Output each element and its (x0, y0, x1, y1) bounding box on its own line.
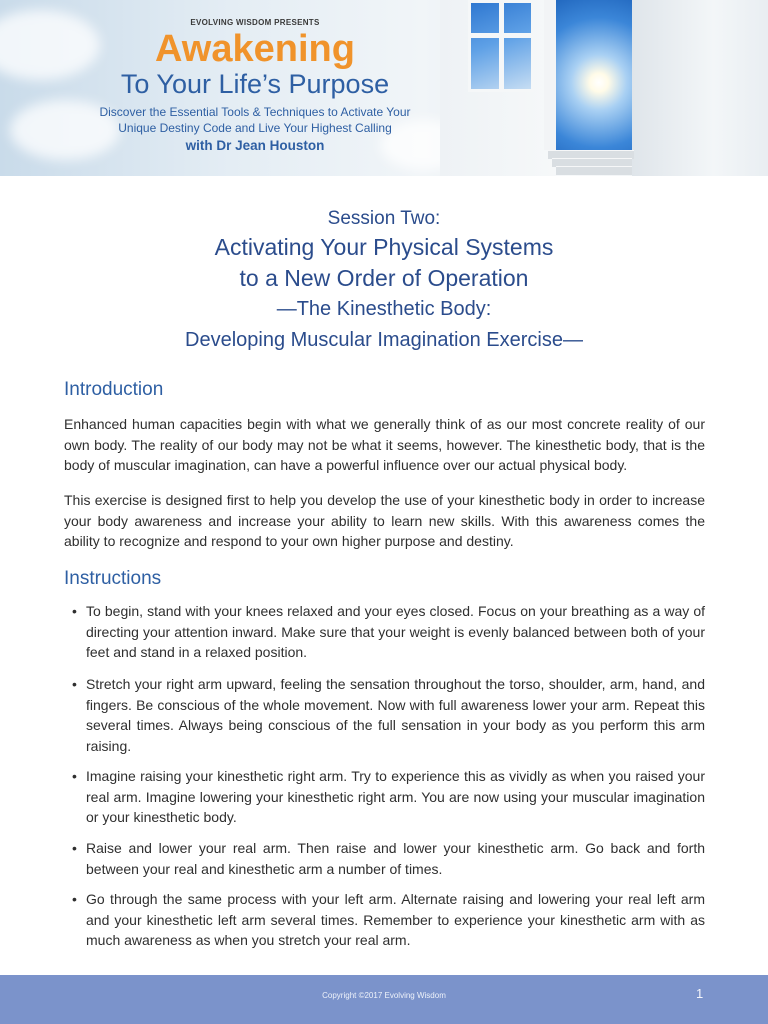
page-footer (0, 975, 768, 1024)
presents-label: EVOLVING WISDOM PRESENTS (190, 18, 320, 27)
bullet-icon: • (72, 840, 77, 856)
instruction-text: To begin, stand with your knees relaxed and your eyes closed. Focus on your breathing as a way of directing your attention inward. Make sure that your weight is evenly balanced between both of your feet and stand in a relaxed position. (86, 603, 705, 660)
bullet-icon: • (72, 603, 77, 619)
banner-author: with Dr Jean Houston (185, 138, 325, 153)
door-panel-image (632, 0, 768, 176)
open-door-sky-image (556, 0, 634, 150)
instruction-text: Go through the same process with your left arm. Alternate raising and lowering your real left arm and your kinesthetic left arm several times. Remember to experience your kinesthetic arm with as much awareness as when you stretch your real arm. (86, 891, 705, 948)
instruction-item (72, 838, 705, 879)
step-decoration (556, 166, 632, 175)
instruction-item (72, 674, 705, 756)
session-subtitle-line2: Developing Muscular Imagination Exercise— (185, 329, 583, 351)
bullet-icon: • (72, 768, 77, 784)
instructions-heading: Instructions (64, 568, 162, 589)
session-label: Session Two: (327, 208, 441, 229)
intro-paragraph: This exercise is designed first to help you develop the use of your kinesthetic body in order to increase your body awareness and increase your ability to learn new skills. With this awareness comes the ability to recognize and respond to your own higher purpose and destiny. (64, 492, 705, 549)
header-banner (0, 0, 768, 176)
bullet-icon: • (72, 676, 77, 692)
page-number: 1 (696, 986, 704, 1001)
intro-paragraph: Enhanced human capacities begin with what we generally think of as our most concrete reality of our own body. The reality of our body may not be what it seems, however. The kinesthetic body, that is the body of muscular imagination, can have a powerful influence over our actual physical body. (64, 416, 705, 473)
instruction-item (72, 766, 705, 828)
bullet-icon: • (72, 891, 77, 907)
banner-description-line: Unique Destiny Code and Live Your Highest Calling (118, 121, 392, 135)
copyright-text: Copyright ©2017 Evolving Wisdom (322, 991, 446, 1000)
banner-subtitle: To Your Life’s Purpose (120, 69, 390, 99)
instruction-text: Raise and lower your real arm. Then raise and lower your kinesthetic arm. Go back and forth between your real and kinesthetic arm a number of times. (86, 840, 705, 877)
banner-description-line: Discover the Essential Tools & Techniques to Activate Your (99, 105, 411, 119)
session-title-line1: Activating Your Physical Systems (214, 234, 554, 260)
banner-title: Awakening (155, 28, 355, 70)
session-title-line2: to a New Order of Operation (239, 265, 529, 291)
session-subtitle-line1: —The Kinesthetic Body: (276, 298, 492, 320)
instruction-item (72, 889, 705, 951)
instruction-text: Imagine raising your kinesthetic right arm. Try to experience this as vividly as when you raised your real arm. Imagine lowering your kinesthetic right arm. You are now using your muscular imagination or your kinesthetic body. (86, 768, 705, 825)
session-heading (0, 206, 768, 356)
introduction-heading: Introduction (64, 379, 164, 400)
instruction-item (72, 601, 705, 663)
banner-text-block (70, 18, 440, 154)
banner-description (70, 104, 440, 136)
instruction-text: Stretch your right arm upward, feeling the sensation throughout the torso, shoulder, arm, hand, and fingers. Be conscious of the whole movement. Now with full awareness lower your arm. Repeat this several times. Always being conscious of the full sensation in your body as you perform this arm raising. (86, 676, 705, 754)
window-image (468, 0, 534, 92)
